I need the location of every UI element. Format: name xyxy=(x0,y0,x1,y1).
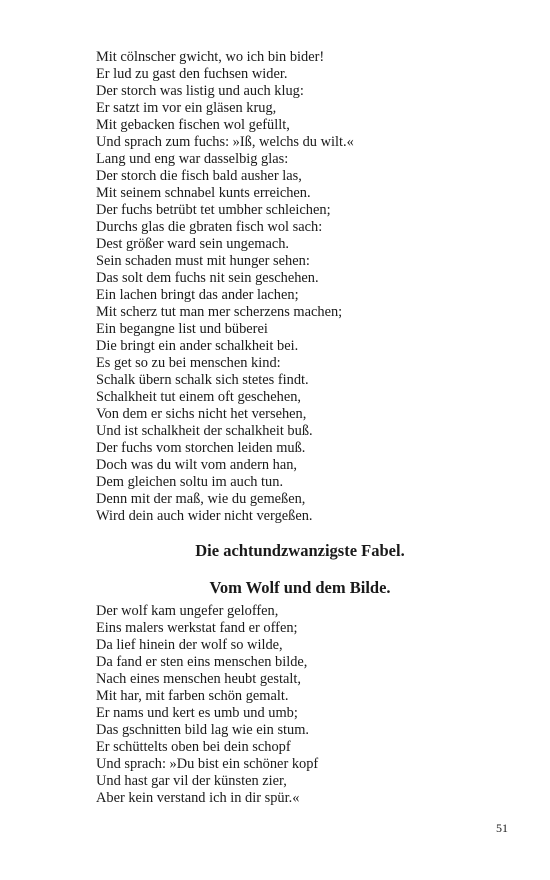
poem-line: Lang und eng war dasselbig glas: xyxy=(96,151,289,167)
poem-line: Da fand er sten eins menschen bilde, xyxy=(96,654,308,670)
poem-line: Dest größer ward sein ungemach. xyxy=(96,236,290,252)
poem-stanza-wolf xyxy=(96,603,318,807)
poem-line: Aber kein verstand ich in dir spür.« xyxy=(96,790,300,806)
fable-number-heading: Die achtundzwanzigste Fabel. xyxy=(195,541,405,560)
poem-line: Es get so zu bei menschen kind: xyxy=(96,355,281,371)
poem-line: Der storch was listig und auch klug: xyxy=(96,83,304,99)
poem-line: Der fuchs betrübt tet umbher schleichen; xyxy=(96,202,331,218)
poem-line: Und sprach: »Du bist ein schöner kopf xyxy=(96,756,319,772)
poem-line: Mit har, mit farben schön gemalt. xyxy=(96,688,289,704)
poem-line: Da lief hinein der wolf so wilde, xyxy=(96,637,283,653)
poem-line: Er schüttelts oben bei dein schopf xyxy=(96,739,291,755)
poem-line: Schalk übern schalk sich stetes findt. xyxy=(96,372,309,388)
poem-line: Nach eines menschen heubt gestalt, xyxy=(96,671,301,687)
poem-line: Sein schaden must mit hunger sehen: xyxy=(96,253,310,269)
fable-title-heading: Vom Wolf und dem Bilde. xyxy=(209,578,391,597)
poem-line: Das solt dem fuchs nit sein geschehen. xyxy=(96,270,319,286)
poem-line: Und ist schalkheit der schalkheit buß. xyxy=(96,423,313,439)
poem-stanza-storch xyxy=(96,49,354,525)
poem-line: Schalkheit tut einem oft geschehen, xyxy=(96,389,302,405)
poem-line: Und hast gar vil der künsten zier, xyxy=(96,773,287,789)
poem-line: Mit cölnscher gwicht, wo ich bin bider! xyxy=(96,49,325,65)
poem-line: Von dem er sichs nicht het versehen, xyxy=(96,406,307,422)
poem-line: Der storch die fisch bald ausher las, xyxy=(96,168,302,184)
poem-line: Und sprach zum fuchs: »Iß, welchs du wilt.« xyxy=(96,134,354,150)
poem-line: Ein lachen bringt das ander lachen; xyxy=(96,287,299,303)
poem-line: Die bringt ein ander schalkheit bei. xyxy=(96,338,299,354)
poem-line: Doch was du wilt vom andern han, xyxy=(96,457,298,473)
page-number: 51 xyxy=(496,821,508,835)
poem-line: Er satzt im vor ein gläsen krug, xyxy=(96,100,277,116)
poem-line: Dem gleichen soltu im auch tun. xyxy=(96,474,284,490)
poem-line: Der wolf kam ungefer geloffen, xyxy=(96,603,279,619)
poem-line: Er nams und kert es umb und umb; xyxy=(96,705,298,721)
poem-line: Er lud zu gast den fuchsen wider. xyxy=(96,66,288,82)
poem-line: Eins malers werkstat fand er offen; xyxy=(96,620,298,636)
poem-line: Der fuchs vom storchen leiden muß. xyxy=(96,440,306,456)
poem-line: Mit gebacken fischen wol gefüllt, xyxy=(96,117,290,133)
poem-line: Durchs glas die gbraten fisch wol sach: xyxy=(96,219,323,235)
poem-line: Das gschnitten bild lag wie ein stum. xyxy=(96,722,310,738)
poem-line: Wird dein auch wider nicht vergeßen. xyxy=(96,508,313,524)
poem-line: Mit seinem schnabel kunts erreichen. xyxy=(96,185,311,201)
poem-line: Mit scherz tut man mer scherzens machen; xyxy=(96,304,343,320)
poem-line: Ein begangne list und büberei xyxy=(96,321,268,337)
poem-line: Denn mit der maß, wie du gemeßen, xyxy=(96,491,306,507)
